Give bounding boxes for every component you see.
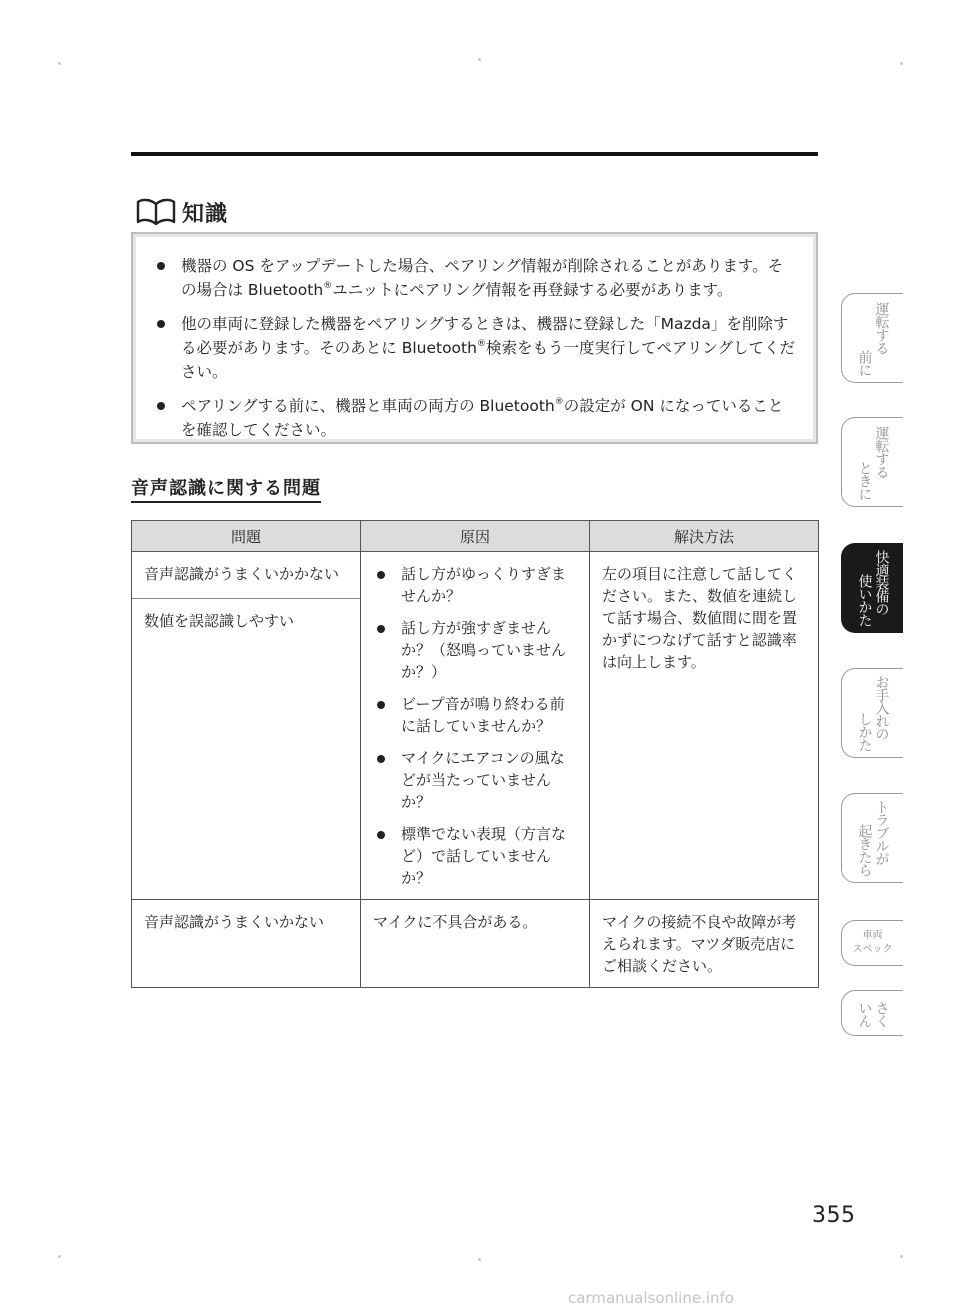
cause-cell: マイクに不具合がある。 bbox=[361, 900, 590, 988]
cause-item: マイクにエアコンの風などが当たっていませんか？ bbox=[373, 747, 577, 813]
crop-mark bbox=[58, 1255, 61, 1258]
crop-mark bbox=[900, 62, 903, 65]
crop-mark bbox=[478, 58, 481, 61]
problem-cell: 音声認識がうまくいかかない bbox=[132, 552, 361, 599]
top-rule bbox=[131, 152, 818, 156]
knowledge-box bbox=[131, 232, 818, 444]
solution-cell: 左の項目に注意して話してください。また、数値を連続して話す場合、数値間に間を置かずにつなげて話すと認識率は向上します。 bbox=[590, 552, 819, 900]
solution-cell: マイクの接続不良や故障が考えられます。マツダ販売店にご相談ください。 bbox=[590, 900, 819, 988]
problem-cell: 数値を誤認識しやすい bbox=[132, 598, 361, 899]
column-header-cause: 原因 bbox=[361, 521, 590, 552]
knowledge-item: 他の車両に登録した機器をペアリングするときは、機器に登録した「Mazda」を削除する必要があります。そのあとに Bluetooth®検索をもう一度実行してペアリングしてください。 bbox=[151, 312, 798, 384]
section-title: 音声認識に関する問題 bbox=[131, 474, 321, 503]
crop-mark bbox=[478, 1258, 481, 1261]
troubleshooting-table bbox=[131, 520, 819, 988]
tab-troubleshooting[interactable]: 起きたら トラブルが bbox=[841, 793, 903, 883]
problem-cell: 音声認識がうまくいかない bbox=[132, 900, 361, 988]
tab-maintenance[interactable]: しかた お手入れの bbox=[841, 668, 903, 758]
knowledge-item: 機器の OS をアップデートした場合、ペアリング情報が削除されることがあります。その場合は Bluetooth®ユニットにペアリング情報を再登録する必要があります。 bbox=[151, 254, 798, 302]
column-header-problem: 問題 bbox=[132, 521, 361, 552]
knowledge-list bbox=[151, 254, 798, 442]
watermark: carmanualsonline.info bbox=[568, 1289, 734, 1307]
cause-item: 話し方が強すぎませんか？（怒鳴っていませんか？） bbox=[373, 617, 577, 683]
cause-item: 話し方がゆっくりすぎませんか？ bbox=[373, 563, 577, 607]
tab-comfort-equipment[interactable]: 使いかた 快適装備の bbox=[841, 543, 903, 633]
crop-mark bbox=[58, 62, 61, 65]
cause-item: ビープ音が鳴り終わる前に話していませんか？ bbox=[373, 693, 577, 737]
table-row bbox=[132, 900, 819, 988]
tab-specifications[interactable]: 車両 スペック bbox=[841, 920, 903, 966]
open-book-icon bbox=[136, 196, 176, 228]
tab-index[interactable]: いん さく bbox=[841, 990, 903, 1036]
knowledge-item: ペアリングする前に、機器と車両の両方の Bluetooth®の設定が ON になっていることを確認してください。 bbox=[151, 394, 798, 442]
tab-while-driving[interactable]: ときに 運転する bbox=[841, 417, 903, 507]
cause-cell bbox=[361, 552, 590, 900]
column-header-solution: 解決方法 bbox=[590, 521, 819, 552]
cause-item: 標準でない表現（方言など）で話していませんか？ bbox=[373, 823, 577, 889]
knowledge-heading bbox=[136, 196, 228, 228]
knowledge-title: 知識 bbox=[182, 201, 229, 227]
page-number: 355 bbox=[812, 1203, 856, 1228]
tab-before-driving[interactable]: 前に 運転する bbox=[841, 293, 903, 383]
table-header-row bbox=[132, 521, 819, 552]
crop-mark bbox=[900, 1255, 903, 1258]
table-row bbox=[132, 552, 819, 599]
